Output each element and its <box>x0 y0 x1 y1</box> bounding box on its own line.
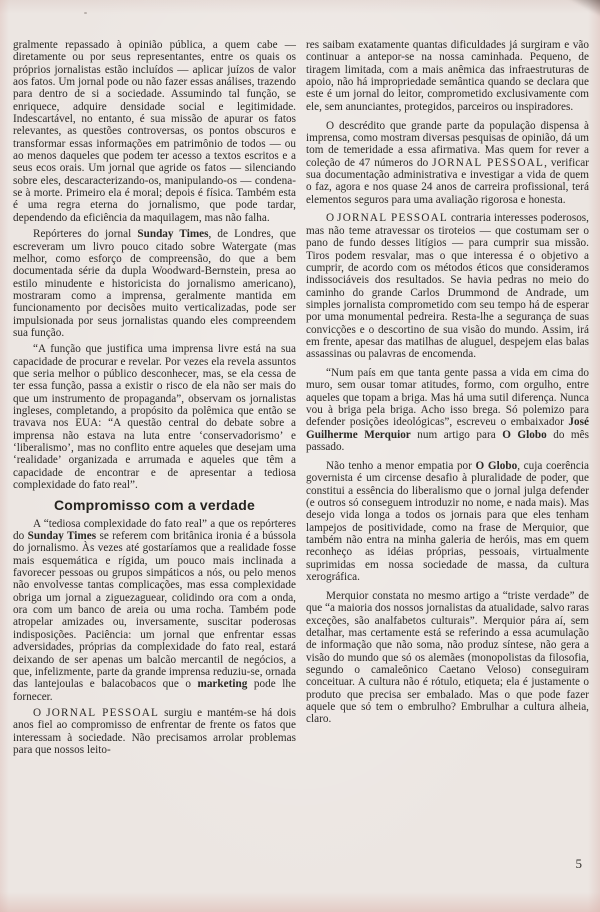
text-run: Merquior constata no mesmo artigo a “triste verdade” de que “a maioria dos nossos jornalistas da atualidade, salvo raras exceções, são analfabetos culturais”. Merquior pára aí, sem detalhar, mas certamente está se referindo a essa acumulação de informação que não soma, não produz síntese, não gera a visão do mundo que só os alemães (monopolistas da filosofia, segundo o camaleônico Caetano Veloso) conseguiram conceituar. A cultura não é rótulo, etiqueta; ela é justamente o produto que precisa ser embalado. Mas o que pode fazer aquele que só tem o embrulho? Embrulhar a cultura alheia, claro. <box>306 589 589 726</box>
bold-text-run: O Globo <box>502 428 547 441</box>
spaced-caps-run: JORNAL PESSOAL <box>337 212 448 225</box>
text-run: “A função que justifica uma imprensa livre está na sua capacidade de procurar e revelar. Por vezes ela revela assuntos que seria melhor o público desconhecer, mas, se ela cessa de ter essa função, passa a existir o risco de ela não ser mais do que um instrumento de propaganda”, observam os jornalistas ingleses, completando, a propósito da polêmica que então se travava nos EUA: “A questão central do debate sobre a imprensa não estava na luta entre ‘conservadorismo’ e ‘liberalismo’, mas no conflito entre aqueles que desejam uma ‘realidade’ organizada e arrumada e aqueles que têm a capacidade de encontrar e de apresentar a tediosa complexidade do fato real”. <box>13 343 296 492</box>
paragraph <box>306 590 589 726</box>
bold-text-run: O Globo <box>475 460 518 472</box>
paragraph <box>13 39 296 224</box>
text-run: num artigo para <box>410 428 503 441</box>
text-run: contraria interesses poderosos, mas não teme atravessar os tiroteios — que costumam ser o pano de fundo desses litígios — para cumprir sua missão. Tiros podem resvalar, mas o que interessa é o objetivo a cumprir, de acordo com os métodos éticos que consideramos indissociáveis dos resultados. Se havia pedras no meio do caminho do grande Carlos Drummond de Andrade, um simples jornalista comprometido com seu tempo há de esperar por uma monumental pedreira. Resta-lhe a segurança de suas convicções e o descortino de sua visão do mundo. Assim, irá em frente, apesar das matilhas de aluguel, despejem elas balas assassinas ou palavras de encomenda. <box>306 212 589 361</box>
text-run: , de Londres, que escreveram um livro pouco citado sobre Watergate (mas melhor, como esforço de compreensão, do que a bem documentada série da dupla Woodward-Bernstein, presa ao estilo minudente e historicista do jornalismo americano), mostraram como a imprensa, geralmente mantida em funcionamento por decisões muito verticalizadas, pode ser impulsionada por seus jornalistas quando eles compreendem sua função. <box>13 228 297 339</box>
bold-text-run: José Guilherme Merquior <box>306 416 589 441</box>
paragraph <box>13 343 296 491</box>
text-run: se referem com britânica ironia é a bússola do jornalismo. Às vezes até gostaríamos que a realidade fosse mais esquemática e rígida, um pouco mais inclinada a favorecer pessoas ou grupos simpáticos a nós, ou pelo menos não envolvesse tantas complicações, mas essa complexidade obriga um jornal a ziguezaguear, colidindo ora com a onda, ora com um banco de areia ou uma rocha. Também pode atropelar amizades ou, inversamente, suscitar poderosas indisposições. Paciência: um jornal que enfrentar essas adversidades, próprias da complexidade do fato real, estará deixando de ser apenas um balcão mercantil de negócios, a que, infelizmente, parte da grande imprensa reduziu-se, ornada das lantejoulas e balacobacos que o <box>13 530 297 691</box>
text-run: , cuja coerência governista é um circense desafio à pluralidade de poder, que constitui a essência do liberalismo que o jornal julga defender (e outros só conseguem introduzir no nome, e nada mais). Mas desejo vida longa a todos os jornais para que eles tenham lampejos de positividade, como na frase de Merquior, que também não entra na minha galeria de heróis, mas em quem reconheço as idéias próprias, pessoais, virtualmente suprimidas em nossa sociedade de massa, da cultura xerográfica. <box>306 460 590 584</box>
paragraph <box>306 212 589 360</box>
text-run: , verificar sua documentação administrativa e investigar a vida de quem o faz, agora e nos quase 24 anos de carreira profissional, terá elementos seguros para uma avaliação rigorosa e honesta. <box>306 156 589 206</box>
paragraph <box>13 518 296 703</box>
paragraph <box>306 460 589 583</box>
text-run: res saibam exatamente quantas dificuldades já surgiram e vão continuar a antepor-se na nossa caminhada. Pequeno, de tiragem limitada, com a mais anêmica das infraestruturas de apoio, não há impropriedade semântica quando se declara que este é um jornal do leitor, comprometido exclusivamente com ele, sem anunciantes, protegidos, parceiros ou inspiradores. <box>306 39 589 113</box>
text-run: gralmente repassado à opinião pública, a quem cabe — diretamente ou por seus representantes, entre os quais os próprios jornalistas estão incluídos — aplicar juízos de valor aos fatos. Um jornal pode ou não fazer essas análises, trazendo para dentro de si a sociedade. Assumindo tal função, se enriquece, adquire densidade social e legitimidade. Indescartável, no entanto, é sua missão de apurar os fatos relevantes, as questões controversas, os pontos obscuros e transformar essas informações em patrimônio de todos — ou ao menos daqueles que podem ter acesso a textos escritos e a seus ecos orais. Um jornal que agride os fatos — silenciando sobre eles, descaracterizando-os, manipulando-os — condena-se à morte. Primeiro ela é moral; depois é física. Também esta é uma regra eterna do jornalismo, que pode tardar, dependendo da eficiência da maquilagem, mas não falha. <box>13 39 296 224</box>
text-run: surgiu e mantém-se há dois anos fiel ao compromisso de enfrentar de frente os fatos que interessam à sociedade. Não precisamos arrolar problemas para que nossos leito- <box>13 706 296 756</box>
paragraph <box>13 228 296 339</box>
left-column <box>13 39 296 760</box>
section-heading: Compromisso com a verdade <box>53 497 256 514</box>
page-number: 5 <box>575 856 582 871</box>
page-content <box>13 39 590 760</box>
bold-text-run: Sunday Times <box>27 530 97 543</box>
text-run: Não tenho a menor empatia por <box>326 460 476 472</box>
two-column-layout <box>13 39 590 760</box>
paragraph <box>306 39 589 113</box>
text-run: pode lhe fornecer. <box>13 678 296 703</box>
paragraph <box>306 367 589 453</box>
text-run: do mês passado. <box>306 428 589 454</box>
spaced-caps-run: JORNAL PESSOAL <box>46 706 160 719</box>
paragraph <box>13 707 296 756</box>
right-column <box>306 39 589 760</box>
text-run: Repórteres do jornal <box>33 228 138 241</box>
bold-text-run: Sunday Times <box>137 228 209 241</box>
paragraph <box>306 120 589 206</box>
bold-text-run: marketing <box>197 678 248 691</box>
text-run: O descrédito que grande parte da população dispensa à imprensa, como mostram diversas pesquisas de opinião, dá um tom de temeridade a essa afirmativa. Mas quem for rever a coleção de 47 números do <box>306 119 589 169</box>
text-run: A “tediosa complexidade do fato real” a que os repórteres do <box>13 517 296 543</box>
text-run: “Num país em que tanta gente passa a vida em cima do muro, sem ousar tomar atitudes, formo, com orgulho, entre aqueles que topam a briga. Mas há uma sutil diferença. Nunca vou à briga pela briga. Acho isso brega. Só polemizo para defender posições ideológicas”, escreveu o embaixador <box>306 367 589 429</box>
text-run: O <box>33 706 47 719</box>
spaced-caps-run: JORNAL PESSOAL <box>432 156 545 169</box>
text-run: O <box>326 212 338 225</box>
